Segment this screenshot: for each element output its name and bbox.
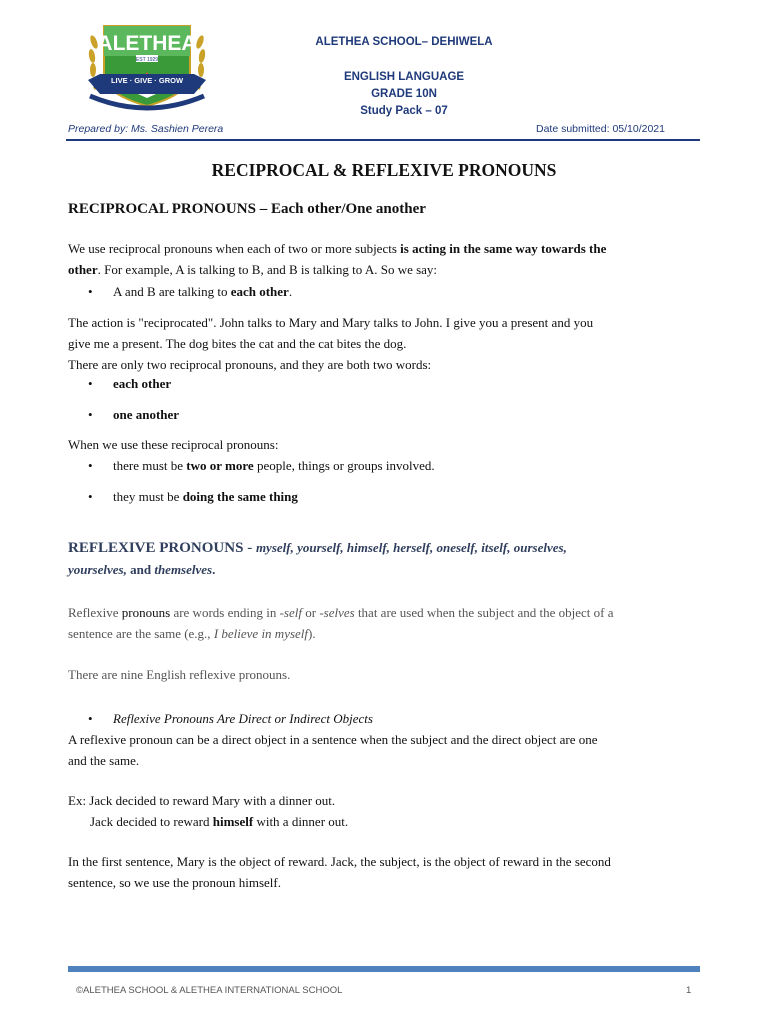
list-item: • A and B are talking to each other. [88,284,293,299]
list-item: • there must be two or more people, things or groups involved. [88,458,435,473]
list-item: • one another [88,407,180,422]
study-pack-label: Study Pack – 07 [360,105,448,117]
reciprocal-paragraph: The action is "reciprocated". John talks to Mary and Mary talks to John. I give you a present and you give me a present. The dog bites the cat and the cat bites the dog. There are only two reciprocal pronouns, and they are both two words: [68,315,594,372]
reciprocal-heading: RECIPROCAL PRONOUNS – Each other/One another [68,201,426,217]
reflexive-explanation: A reflexive pronoun can be a direct object in a sentence when the subject and the direct object are one and the same. [68,732,598,768]
header-divider [66,139,700,141]
reflexive-definition: Reflexive pronouns are words ending in -self or -selves that are used when the subject and the object of a sentence are the same (e.g., I believe in myself). [68,605,614,641]
logo-motto: LIVE · GIVE · GROW [110,76,184,85]
date-submitted: Date submitted: 05/10/2021 [535,123,665,135]
prepared-by: Prepared by: Ms. Sashien Perera [68,123,224,135]
reflexive-heading: REFLEXIVE PRONOUNS - myself, yourself, himself, herself, oneself, itself, ourselves, yourselves, and themselves. [68,540,567,577]
footer-copyright: ©ALETHEA SCHOOL & ALETHEA INTERNATIONAL SCHOOL [76,985,343,996]
logo-text: ALETHEA [97,32,197,55]
list-item: • Reflexive Pronouns Are Direct or Indirect Objects [88,711,373,726]
reciprocal-intro: We use reciprocal pronouns when each of two or more subjects is acting in the same way towards the other. For example, A is talking to B, and B is talking to A. So we say: [68,241,607,277]
reflexive-count: There are nine English reflexive pronouns. [68,667,291,682]
reciprocal-usage-intro: When we use these reciprocal pronouns: [68,437,279,452]
svg-text:EST 1929: EST 1929 [135,57,159,63]
page-number: 1 [686,985,692,996]
page-title: RECIPROCAL & REFLEXIVE PRONOUNS [211,160,557,180]
example-2: Jack decided to reward himself with a dinner out. [90,814,349,829]
subject-name: ENGLISH LANGUAGE [343,71,465,83]
school-name: ALETHEA SCHOOL– DEHIWELA [315,36,493,48]
footer-bar [68,966,700,972]
example-1: Ex: Jack decided to reward Mary with a dinner out. [68,793,336,808]
list-item: • they must be doing the same thing [88,489,298,504]
list-item: • each other [88,376,172,391]
example-explanation: In the first sentence, Mary is the object of reward. Jack, the subject, is the object of reward in the second sentence, so we use the pronoun himself. [68,854,611,890]
grade-label: GRADE 10N [371,88,437,100]
